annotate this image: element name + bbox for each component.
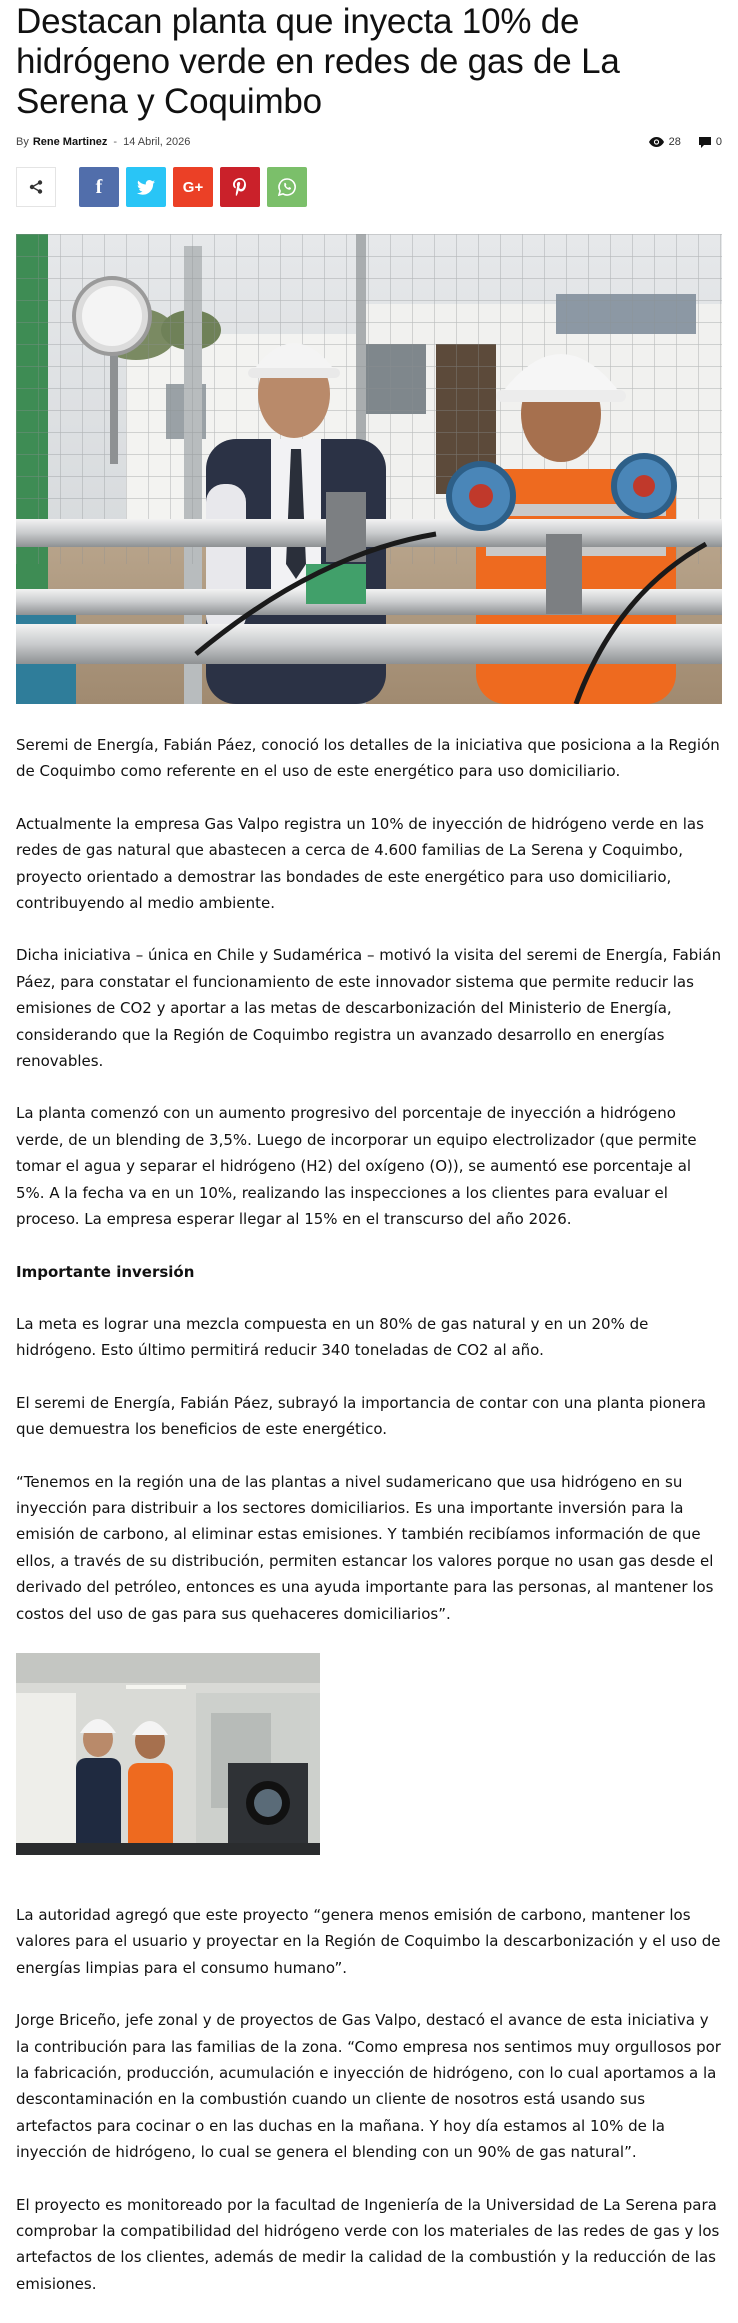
by-label: By xyxy=(16,136,29,148)
section-heading: Importante inversión xyxy=(16,1262,195,1281)
paragraph: Seremi de Energía, Fabián Páez, conoció los detalles de la iniciativa que posiciona a la Región de Coquimbo como referente en el uso de este energético para uso domiciliario. xyxy=(16,736,720,781)
paragraph: Actualmente la empresa Gas Valpo registra un 10% de inyección de hidrógeno verde en las redes de gas natural que abastecen a cerca de 4.600 familias de La Serena y Coquimbo, proyecto orientado a demostrar las bondades de este energético para uso domiciliario, contribuyendo al medio ambiente. xyxy=(16,814,704,913)
share-icon xyxy=(29,180,43,194)
pinterest-icon xyxy=(233,178,247,196)
share-twitter-button[interactable] xyxy=(126,167,166,207)
paragraph: “Tenemos en la región una de las plantas a nivel sudamericano que usa hidrógeno en su inyección para distribuir a los sectores domiciliarios. Es una importante inversión para la emisión de carbono, al eliminar estas emisiones. Y también recibíamos información de que ellos, a través de su distribución, permiten estancar los valores porque no usan gas desde el derivado del petróleo, entonces es una ayuda importante para las personas, al mantener los costos del uso de gas para sus quehaceres domiciliarios”. xyxy=(16,1472,714,1623)
share-pinterest-button[interactable] xyxy=(220,167,260,207)
share-googleplus-button[interactable] xyxy=(173,167,213,207)
paragraph: Dicha iniciativa – única en Chile y Sudamérica – motivó la visita del seremi de Energía, Fabián Páez, para constatar el funcionamiento de este innovador sistema que permite reducir las emisiones de CO2 y aportar a las metas de descarbonización del Ministerio de Energía, considerando que la Región de Coquimbo registra un avanzado desarrollo en energías renovables. xyxy=(16,946,722,1071)
meta-separator: - xyxy=(113,136,118,148)
comment-icon xyxy=(699,137,711,148)
article xyxy=(16,0,722,2297)
share-button[interactable] xyxy=(16,167,56,207)
eye-icon xyxy=(649,137,664,147)
paragraph: La planta comenzó con un aumento progresivo del porcentaje de inyección a hidrógeno verde, de un blending de 3,5%. Luego de incorporar un equipo electrolizador (que permite tomar el agua y separar el hidrógeno (H2) del oxígeno (O)), se aumentó ese porcentaje al 5%. A la fecha va en un 10%, realizando las inspecciones a los clientes para evaluar el proceso. La empresa esperar llegar al 15% en el transcurso del año 2026. xyxy=(16,1104,697,1229)
comments-counter[interactable] xyxy=(699,136,722,148)
twitter-bird-icon xyxy=(137,180,155,195)
author-link[interactable]: Rene Martinez xyxy=(32,136,108,148)
whatsapp-icon xyxy=(278,178,296,196)
article-body xyxy=(16,732,722,2297)
comments-count: 0 xyxy=(715,136,722,148)
facebook-icon: f xyxy=(95,175,103,198)
inline-photo xyxy=(16,1653,320,1855)
paragraph: El seremi de Energía, Fabián Páez, subrayó la importancia de contar con una planta pionera que demuestra los beneficios de este energético. xyxy=(16,1393,706,1439)
paragraph: Jorge Briceño, jefe zonal y de proyectos de Gas Valpo, destacó el avance de esta iniciativa y la contribución para las familias de la zona. “Como empresa nos sentimos muy orgullosos por la fabricación, producción, acumulación e inyección de hidrógeno, con lo cual aportamos a la descontaminación en la combustión cuando un cliente de nosotros está usando sus artefactos para cocinar o en las duchas en la mañana. Y hoy día estamos al 10% de la inyección de hidrógeno, lo cual se genera el blending con un 90% de gas natural”. xyxy=(16,2011,721,2162)
publish-date: 14 Abril, 2026 xyxy=(123,136,191,148)
views-counter xyxy=(649,136,681,148)
hero-photo xyxy=(16,234,722,704)
paragraph: El proyecto es monitoreado por la facultad de Ingeniería de la Universidad de La Serena para comprobar la compatibilidad del hidrógeno verde con los materiales de las redes de gas y los artefactos de los clientes, además de medir la calidad de la combustión y la reducción de las emisiones. xyxy=(16,2195,720,2293)
share-whatsapp-button[interactable] xyxy=(267,167,307,207)
paragraph: La meta es lograr una mezcla compuesta en un 80% de gas natural y en un 20% de hidrógeno. Esto último permitirá reducir 340 toneladas de CO2 al año. xyxy=(16,1314,649,1360)
paragraph: La autoridad agregó que este proyecto “genera menos emisión de carbono, mantener los valores para el usuario y proyectar en la Región de Coquimbo la descarbonización y el uso de energías limpias para el consumo humano”. xyxy=(16,1905,721,1977)
views-count: 28 xyxy=(668,136,681,148)
share-facebook-button[interactable] xyxy=(79,167,119,207)
article-meta xyxy=(16,134,722,150)
article-title: Destacan planta que inyecta 10% de hidrógeno verde en redes de gas de La Serena y Coquimbo xyxy=(16,2,620,121)
share-bar xyxy=(16,166,722,208)
google-plus-icon: G+ xyxy=(182,178,204,196)
